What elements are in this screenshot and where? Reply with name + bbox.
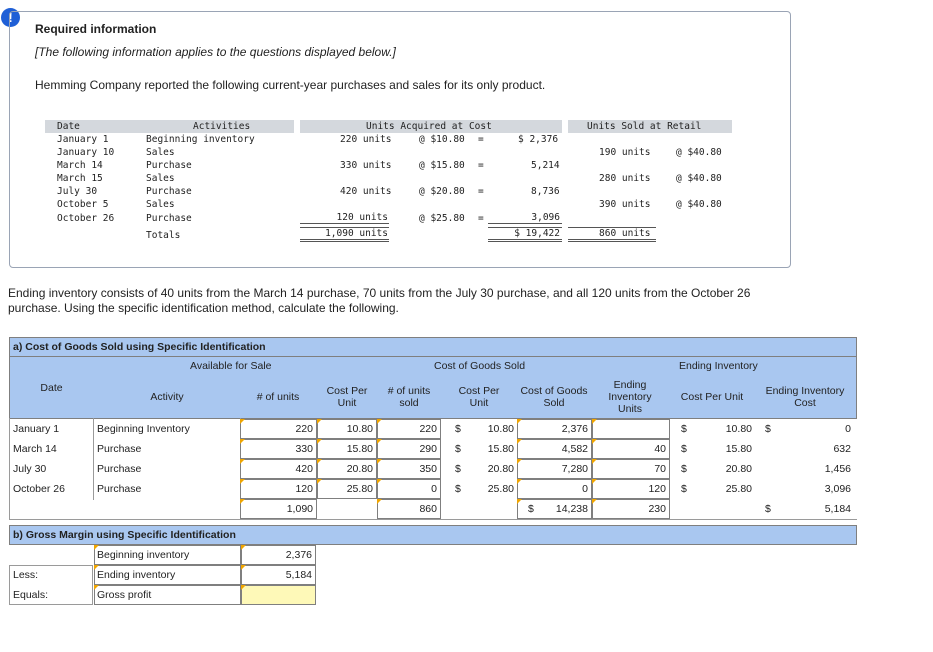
cost-per-unit-value: 20.80: [346, 463, 373, 475]
gross-profit-value-input[interactable]: [241, 585, 316, 605]
total-ending-cost-value: 5,184: [824, 503, 851, 515]
units-value: 330: [295, 443, 313, 455]
header-ending-cost: Ending Inventory Cost: [765, 385, 845, 409]
units-value: 220: [295, 423, 313, 435]
part-b-prefix-box: [9, 565, 93, 605]
source-row-units: 420 units: [340, 186, 392, 197]
units-value: 120: [295, 483, 313, 495]
source-totals-units: 1,090 units: [300, 227, 389, 242]
ending-inventory-label: Ending inventory: [97, 569, 176, 581]
dollar-sign: $: [681, 463, 687, 475]
required-info-note: [The following information applies to the questions displayed below.]: [35, 45, 396, 59]
cost-per-unit-ending-value: 25.80: [725, 483, 752, 495]
row-activity: Purchase: [97, 483, 142, 495]
source-row-date: October 26: [57, 213, 115, 224]
source-row-cost: @ $15.80: [419, 160, 465, 171]
ending-units-value: 70: [654, 463, 666, 475]
source-row-total: 3,096: [488, 212, 562, 224]
ending-cost-value: 1,456: [824, 463, 851, 475]
cogs-value: 2,376: [561, 423, 588, 435]
dollar-sign: $: [681, 443, 687, 455]
source-row-activity: Sales: [146, 173, 175, 184]
row-activity: Purchase: [97, 463, 142, 475]
total-units-sold-value: 860: [419, 503, 437, 515]
alert-icon: !: [1, 8, 20, 27]
source-row-activity: Sales: [146, 147, 175, 158]
dollar-sign: $: [681, 423, 687, 435]
source-row-activity: Purchase: [146, 213, 192, 224]
source-row-equals: =: [478, 213, 484, 224]
cost-per-unit-ending-value: 20.80: [725, 463, 752, 475]
cogs-value: 4,582: [561, 443, 588, 455]
ending-inventory-instructions: Ending inventory consists of 40 units from the March 14 purchase, 70 units from the July 30 purchase, and all 120 units from the October 26 purchase. Using the specific identification method, calculate the following.: [8, 286, 751, 315]
ending-inventory-value-input[interactable]: [241, 565, 316, 585]
units-value: 420: [295, 463, 313, 475]
source-row-cost: @ $25.80: [419, 213, 465, 224]
source-row-activity: Sales: [146, 199, 175, 210]
source-col-units-sold: Units Sold at Retail: [587, 121, 702, 132]
header-ending-units: Ending Inventory Units: [608, 379, 652, 415]
cogs-value: 7,280: [561, 463, 588, 475]
source-row-date: January 10: [57, 147, 115, 158]
cost-per-unit-value: 15.80: [346, 443, 373, 455]
units-sold-value: 220: [419, 423, 437, 435]
cost-per-unit-ending-value: 15.80: [725, 443, 752, 455]
source-totals-total: $ 19,422: [488, 227, 562, 242]
dollar-sign: $: [455, 443, 461, 455]
gross-profit-label-input[interactable]: [94, 585, 241, 605]
group-cost-of-goods-sold: Cost of Goods Sold: [434, 360, 526, 372]
row-activity: Purchase: [97, 443, 142, 455]
header-date: Date: [40, 382, 63, 394]
source-row-date: October 5: [57, 199, 109, 210]
units-sold-value: 290: [419, 443, 437, 455]
part-a-title: a) Cost of Goods Sold using Specific Identification: [13, 341, 266, 353]
group-available-for-sale: Available for Sale: [190, 360, 272, 372]
header-cost-per-unit-ending: Cost Per Unit: [680, 391, 744, 403]
units-sold-value: 350: [419, 463, 437, 475]
source-row-date: March 15: [57, 173, 103, 184]
source-row-units: 120 units: [300, 212, 389, 224]
row-date: March 14: [13, 443, 57, 455]
ending-units-value: 120: [648, 483, 666, 495]
group-ending-inventory: Ending Inventory: [679, 360, 758, 372]
header-cost-per-unit: Cost Per Unit: [326, 385, 368, 409]
header-activity: Activity: [150, 391, 184, 403]
source-header-band: [45, 120, 294, 133]
ending-dollar-sign: $: [765, 423, 771, 435]
dollar-sign: $: [455, 463, 461, 475]
source-totals-sold: 860 units: [568, 227, 656, 242]
total-cogs-value: 14,238: [555, 503, 588, 515]
source-row-units: 220 units: [340, 134, 392, 145]
source-row-date: March 14: [57, 160, 103, 171]
source-row-total: $ 2,376: [518, 134, 559, 145]
source-row-activity: Purchase: [146, 160, 192, 171]
ending-units-input[interactable]: [592, 419, 670, 439]
source-row-equals: =: [478, 186, 484, 197]
equals-label: Equals:: [13, 589, 49, 601]
beginning-inventory-label-input[interactable]: [94, 545, 241, 565]
source-row-sold: 280 units: [599, 173, 651, 184]
source-row-sold: 190 units: [599, 147, 651, 158]
required-info-title: Required information: [35, 22, 157, 36]
cost-per-unit-sold-value: 20.80: [487, 463, 514, 475]
source-row-retail: @ $40.80: [676, 173, 722, 184]
dollar-sign: $: [681, 483, 687, 495]
cost-per-unit-value: 10.80: [346, 423, 373, 435]
source-totals-label: Totals: [146, 230, 181, 241]
source-row-retail: @ $40.80: [676, 199, 722, 210]
required-info-intro: Hemming Company reported the following current-year purchases and sales for its only product.: [35, 78, 546, 92]
source-col-date: Date: [57, 121, 80, 132]
source-col-units-acquired: Units Acquired at Cost: [366, 121, 492, 132]
row-date: January 1: [13, 423, 60, 435]
dollar-sign: $: [455, 423, 461, 435]
source-row-units: 330 units: [340, 160, 392, 171]
row-activity: Beginning Inventory: [97, 423, 190, 435]
beginning-inventory-value: 2,376: [285, 549, 312, 561]
row-date: July 30: [13, 463, 47, 475]
ending-units-value: 40: [654, 443, 666, 455]
source-row-equals: =: [478, 160, 484, 171]
source-row-retail: @ $40.80: [676, 147, 722, 158]
cost-per-unit-sold-value: 15.80: [487, 443, 514, 455]
cost-per-unit-ending-value: 10.80: [725, 423, 752, 435]
source-row-activity: Purchase: [146, 186, 192, 197]
source-row-cost: @ $10.80: [419, 134, 465, 145]
source-row-cost: @ $20.80: [419, 186, 465, 197]
total-units-value: 1,090: [286, 503, 313, 515]
source-col-activities: Activities: [193, 121, 251, 132]
grid-line: [93, 418, 94, 500]
ending-cost-value: 0: [845, 423, 851, 435]
cost-per-unit-sold-value: 25.80: [487, 483, 514, 495]
header-units-sold: # of units sold: [387, 385, 431, 409]
ending-inventory-value: 5,184: [285, 569, 312, 581]
header-units: # of units: [256, 391, 300, 403]
source-row-total: 5,214: [531, 160, 560, 171]
part-b-title: b) Gross Margin using Specific Identification: [13, 529, 236, 541]
units-sold-value: 0: [431, 483, 437, 495]
source-row-sold: 390 units: [599, 199, 651, 210]
header-cogs: Cost of Goods Sold: [520, 385, 588, 409]
beginning-inventory-label: Beginning inventory: [97, 549, 190, 561]
less-label: Less:: [13, 569, 39, 581]
ending-inventory-label-input[interactable]: [94, 565, 241, 585]
source-row-total: 8,736: [531, 186, 560, 197]
total-cogs-dollar: $: [528, 503, 534, 515]
source-row-equals: =: [478, 134, 484, 145]
source-row-date: July 30: [57, 186, 98, 197]
cost-per-unit-value: 25.80: [346, 483, 373, 495]
source-row-date: January 1: [57, 134, 109, 145]
header-cost-per-unit-sold: Cost Per Unit: [458, 385, 500, 409]
dollar-sign: $: [455, 483, 461, 495]
cost-per-unit-sold-value: 10.80: [487, 423, 514, 435]
source-row-activity: Beginning inventory: [146, 134, 255, 145]
beginning-inventory-value-input[interactable]: [241, 545, 316, 565]
ending-cost-value: 3,096: [824, 483, 851, 495]
total-ending-dollar: $: [765, 503, 771, 515]
row-date: October 26: [13, 483, 65, 495]
ending-cost-value: 632: [833, 443, 851, 455]
cogs-value: 0: [582, 483, 588, 495]
gross-profit-label: Gross profit: [97, 589, 152, 601]
total-ending-units-value: 230: [648, 503, 666, 515]
